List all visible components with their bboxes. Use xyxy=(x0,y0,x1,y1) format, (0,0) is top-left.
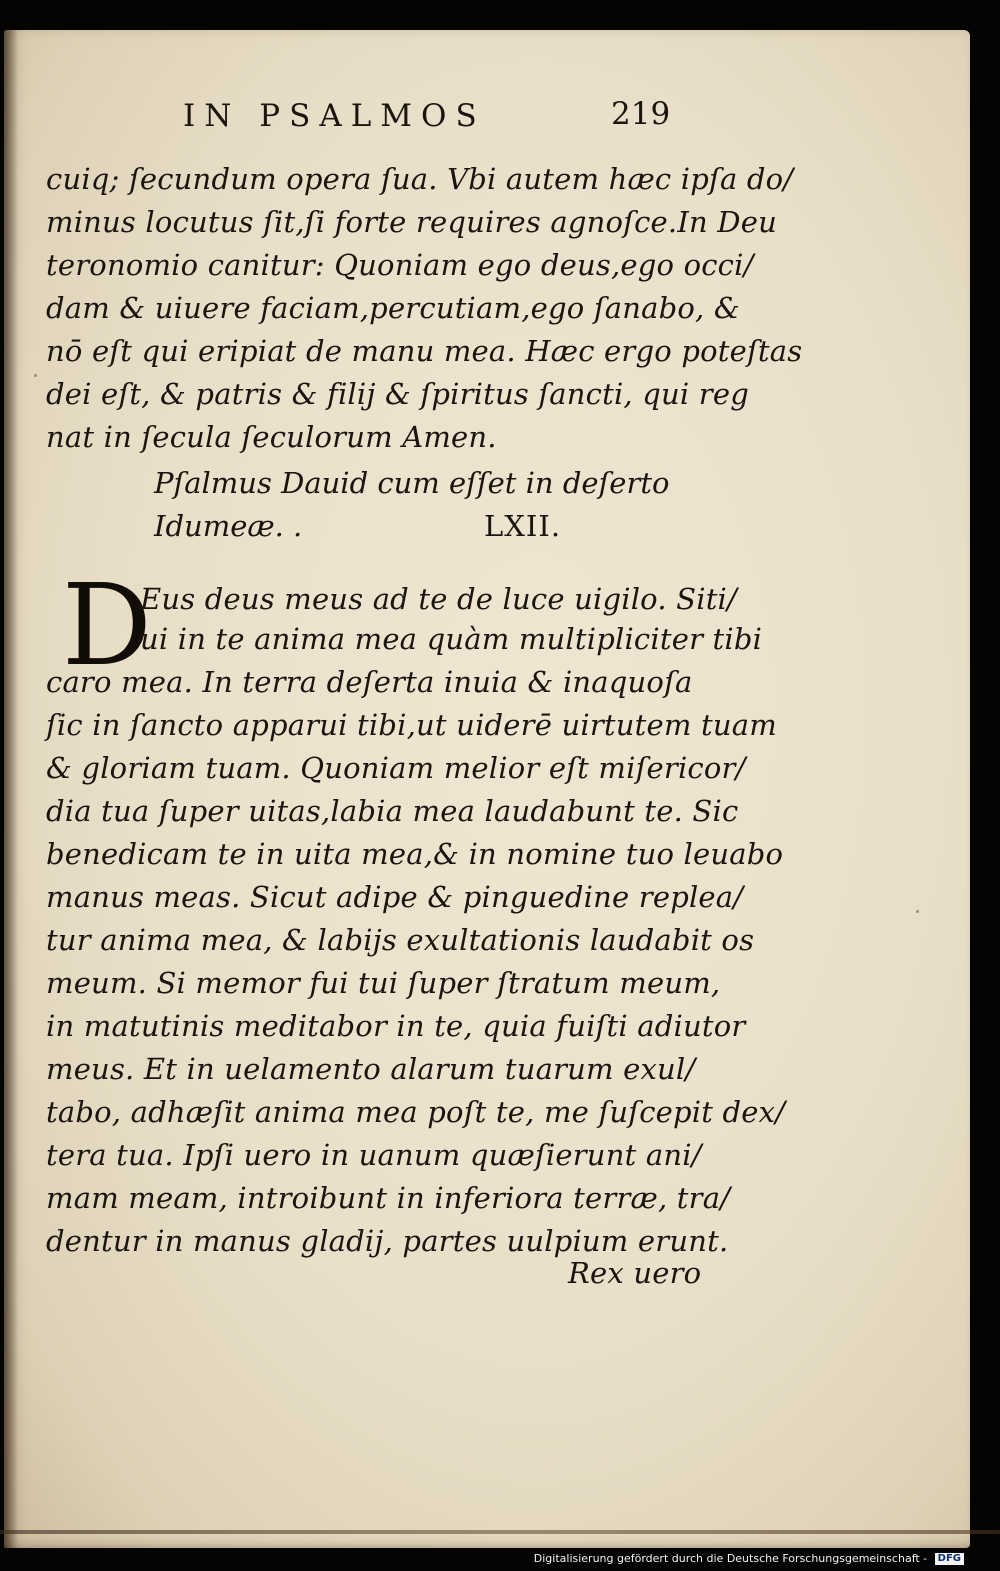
psalm-heading-line: Pſalmus Dauid cum eſſet in deſerto xyxy=(154,466,670,500)
running-title: IN PSALMOS xyxy=(183,98,486,134)
text-line: dentur in manus gladij, partes uulpium erunt. xyxy=(46,1224,729,1258)
text-line: dia tua ſuper uitas,labia mea laudabunt te. Sic xyxy=(46,794,739,828)
text-line: manus meas. Sicut adipe & pinguedine replea/ xyxy=(46,880,744,914)
text-line: benedicam te in uita mea,& in nomine tuo leuabo xyxy=(46,837,784,871)
text-line: tabo, adhæſit anima mea poſt te, me ſuſcepit dex/ xyxy=(46,1095,786,1129)
psalm-heading-line: Idumeæ. . xyxy=(154,509,303,543)
catchword: Rex uero xyxy=(568,1256,702,1290)
text-line: Eus deus meus ad te de luce uigilo. Siti/ xyxy=(140,582,738,616)
text-line: meum. Si memor fui tui ſuper ſtratum meum, xyxy=(46,966,721,1000)
text-line: mam meam, introibunt in inferiora terræ, tra/ xyxy=(46,1181,731,1215)
credit-text: Digitalisierung gefördert durch die Deutsche Forschungsgemeinschaft - xyxy=(533,1552,928,1565)
text-line: minus locutus ſit,ſi forte requires agnoſce.In Deu xyxy=(46,205,777,239)
text-line: meus. Et in uelamento alarum tuarum exul/ xyxy=(46,1052,696,1086)
text-line: dam & uiuere faciam,percutiam,ego ſanabo, & xyxy=(46,291,740,325)
paper-speck xyxy=(916,910,919,913)
text-line: teronomio canitur: Quoniam ego deus,ego occi/ xyxy=(46,248,754,282)
paper-speck xyxy=(34,374,37,377)
page-bottom-edge xyxy=(0,1530,1000,1534)
digitization-credit xyxy=(534,1552,964,1565)
text-line: in matutinis meditabor in te, quia fuiſti adiutor xyxy=(46,1009,746,1043)
drop-cap: D xyxy=(62,561,152,691)
text-line: nat in ſecula ſeculorum Amen. xyxy=(46,420,497,454)
gutter-shadow xyxy=(4,30,18,1548)
text-line: dei eſt, & patris & filij & ſpiritus ſancti, qui reg xyxy=(46,377,749,411)
text-line: tur anima mea, & labijs exultationis laudabit os xyxy=(46,923,755,957)
text-line: & gloriam tuam. Quoniam melior eſt miſericor/ xyxy=(46,751,746,785)
psalm-number: LXII. xyxy=(484,509,562,543)
dfg-logo: DFG xyxy=(935,1553,964,1565)
text-line: cuiq; ſecundum opera ſua. Vbi autem hæc ipſa do/ xyxy=(46,162,794,196)
text-line: caro mea. In terra deſerta inuia & inaquoſa xyxy=(46,665,693,699)
text-line: ſic in ſancto apparui tibi,ut uiderē uirtutem tuam xyxy=(46,708,777,742)
page-number: 219 xyxy=(611,96,671,132)
text-line: tera tua. Ipſi uero in uanum quæſierunt ani/ xyxy=(46,1138,702,1172)
text-line: ui in te anima mea quàm multipliciter tibi xyxy=(140,622,763,656)
text-line: nō eſt qui eripiat de manu mea. Hæc ergo poteſtas xyxy=(46,334,803,368)
